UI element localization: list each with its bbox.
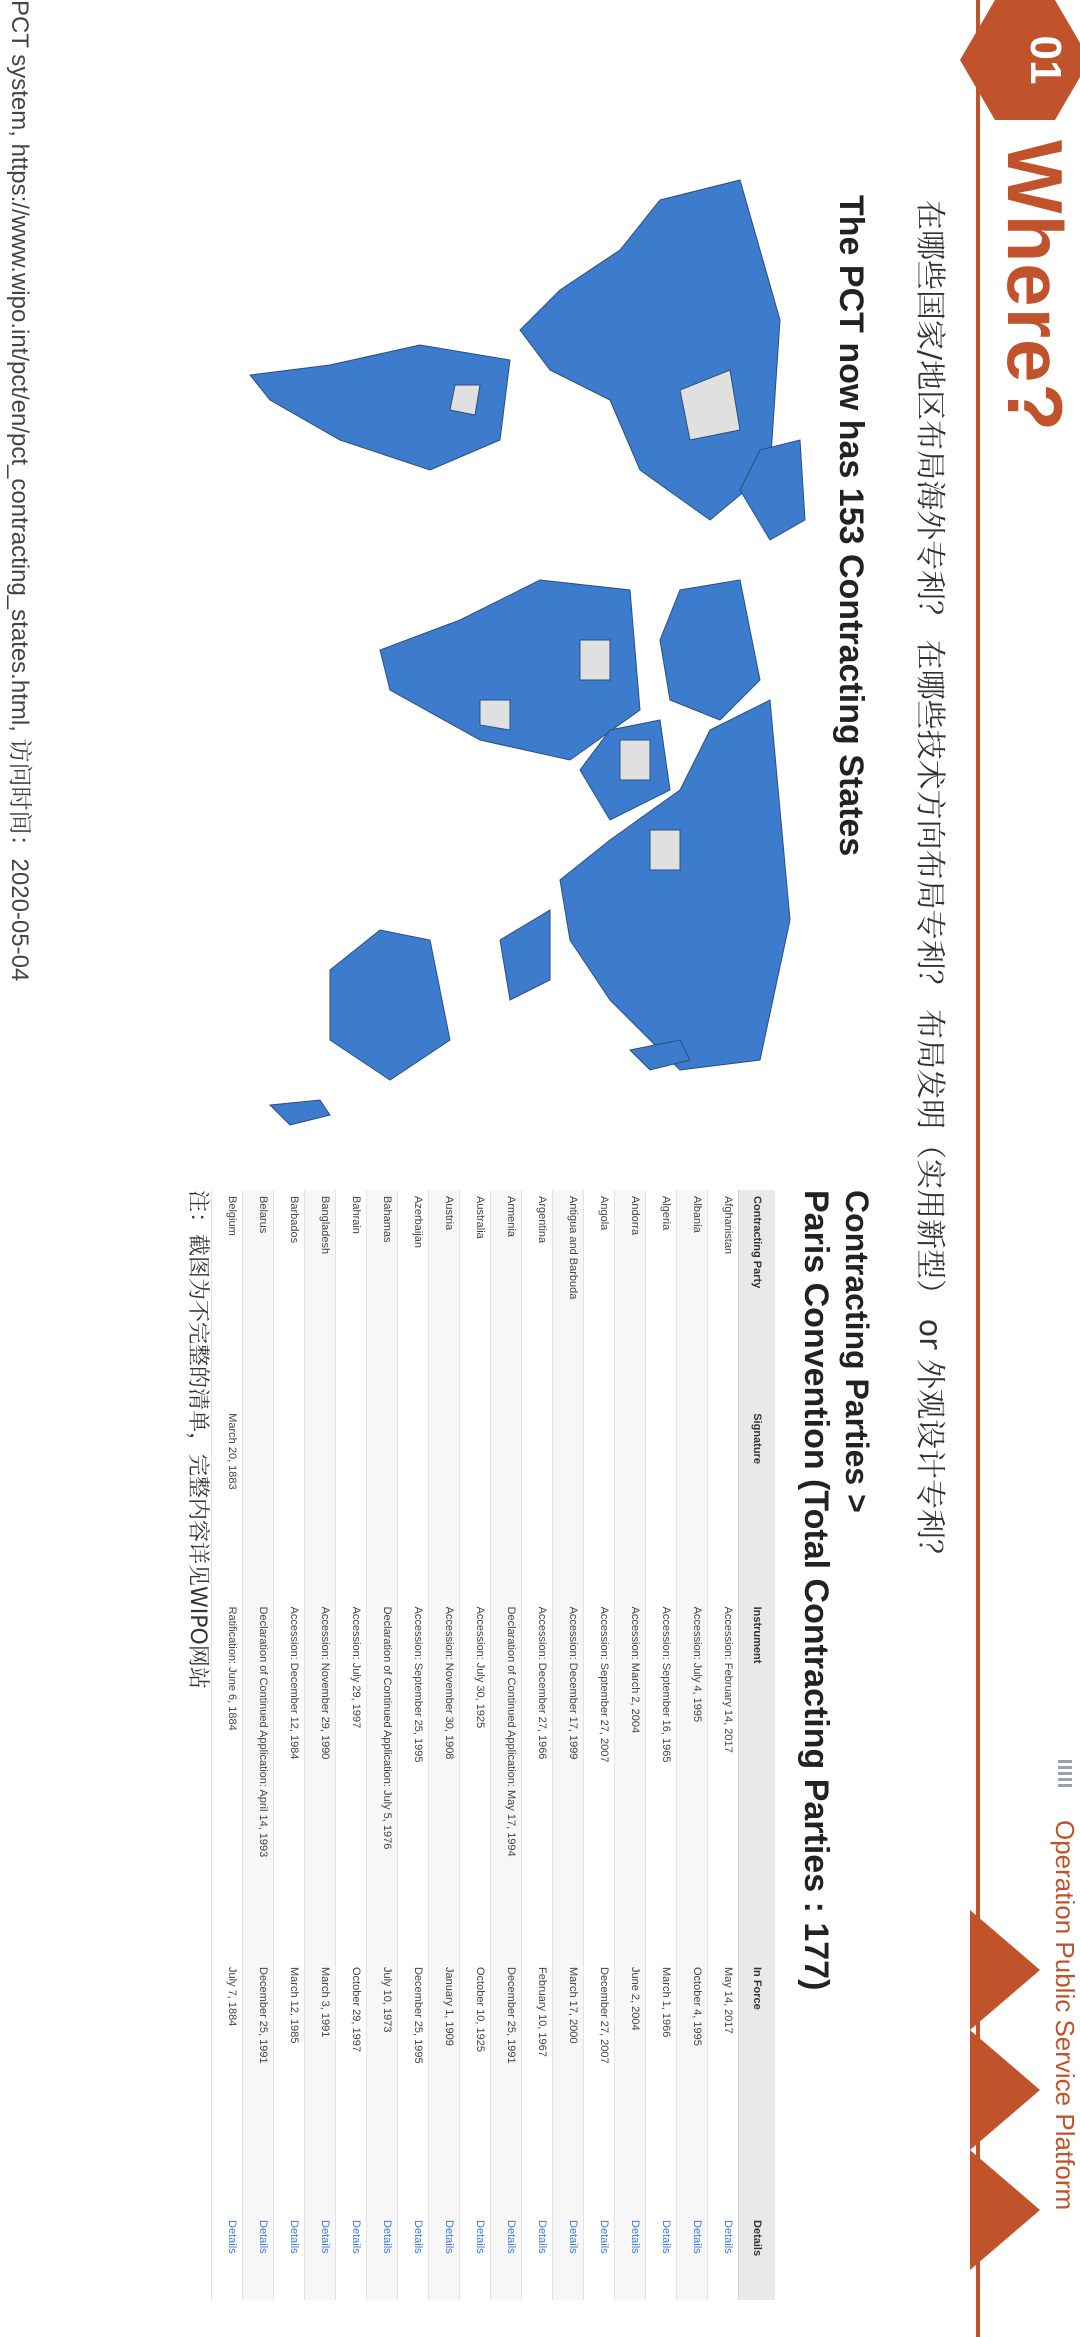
- brand-grip-icon: [1058, 1760, 1072, 1804]
- table-cell-signature: [615, 1407, 646, 1600]
- table-cell-in-force: October 4, 1995: [677, 1961, 708, 2214]
- table-cell-in-force: December 25, 1991: [491, 1961, 522, 2214]
- table-cell-party: Antigua and Barbuda: [553, 1190, 584, 1407]
- table-cell-instrument: Accession: July 30, 1925: [460, 1601, 491, 1961]
- table-cell-instrument: Accession: July 29, 1997: [336, 1601, 367, 1961]
- table-cell-instrument: Accession: September 27, 2007: [584, 1601, 615, 1961]
- table-cell-party: Andorra: [615, 1190, 646, 1407]
- table-cell-in-force: December 27, 2007: [584, 1961, 615, 2214]
- details-link[interactable]: Details: [274, 2214, 305, 2300]
- question-text: 在哪些国家/地区布局海外专利？ 在哪些技术方向布局专利？ 布局发明（实用新型） or 外观设计专利？: [912, 200, 947, 1569]
- table-panel: [95, 1190, 875, 2310]
- column-header: Instrument: [739, 1601, 776, 1961]
- table-cell-instrument: Declaration of Continued Application: May 17, 1994: [491, 1601, 522, 1961]
- map-africa-grey-1: [580, 640, 610, 680]
- table-cell-instrument: Accession: November 29, 1990: [305, 1601, 336, 1961]
- table-cell-signature: [584, 1407, 615, 1600]
- details-link[interactable]: Details: [460, 2214, 491, 2300]
- table-cell-signature: [677, 1407, 708, 1600]
- table-cell-signature: March 20, 1883: [212, 1407, 243, 1600]
- table-cell-party: Albania: [677, 1190, 708, 1407]
- table-cell-signature: [708, 1407, 739, 1600]
- table-cell-in-force: June 2, 2004: [615, 1961, 646, 2214]
- column-header: Signature: [739, 1407, 776, 1600]
- column-header: Details: [739, 2214, 776, 2300]
- table-cell-signature: [553, 1407, 584, 1600]
- table-cell-signature: [305, 1407, 336, 1600]
- table-cell-in-force: December 25, 1991: [243, 1961, 274, 2214]
- table-cell-in-force: July 7, 1884: [212, 1961, 243, 2214]
- details-link[interactable]: Details: [367, 2214, 398, 2300]
- table-cell-in-force: May 14, 2017: [708, 1961, 739, 2214]
- table-cell-in-force: March 3, 1991: [305, 1961, 336, 2214]
- map-north-america: [520, 180, 780, 520]
- table-cell-signature: [460, 1407, 491, 1600]
- map-panel: [80, 130, 880, 1160]
- table-cell-party: Austria: [429, 1190, 460, 1407]
- details-link[interactable]: Details: [522, 2214, 553, 2300]
- table-cell-in-force: July 10, 1973: [367, 1961, 398, 2214]
- table-cell-instrument: Accession: December 17, 1999: [553, 1601, 584, 1961]
- table-row: [553, 1190, 584, 2300]
- table-cell-in-force: March 17, 2000: [553, 1961, 584, 2214]
- badge-number: 01: [1021, 35, 1070, 85]
- table-cell-signature: [336, 1407, 367, 1600]
- table-cell-signature: [367, 1407, 398, 1600]
- page-title: Where?: [991, 140, 1079, 433]
- table-cell-party: Bangladesh: [305, 1190, 336, 1407]
- details-link[interactable]: Details: [429, 2214, 460, 2300]
- table-heading-title: Paris Convention (Total Contracting Parties : 177): [797, 1190, 835, 1991]
- table-row: [212, 1190, 243, 2300]
- table-row: [243, 1190, 274, 2300]
- details-link[interactable]: Details: [553, 2214, 584, 2300]
- details-link[interactable]: Details: [491, 2214, 522, 2300]
- table-row: [522, 1190, 553, 2300]
- table-row: [460, 1190, 491, 2300]
- table-cell-signature: [243, 1407, 274, 1600]
- table-cell-party: Belgium: [212, 1190, 243, 1407]
- map-south-america-grey: [450, 385, 480, 415]
- details-link[interactable]: Details: [305, 2214, 336, 2300]
- table-cell-in-force: March 1, 1966: [646, 1961, 677, 2214]
- map-title: The PCT now has 153 Contracting States: [832, 195, 870, 857]
- table-cell-instrument: Declaration of Continued Application: April 14, 1993: [243, 1601, 274, 1961]
- table-cell-instrument: Ratification: June 6, 1884: [212, 1601, 243, 1961]
- map-europe: [660, 580, 760, 720]
- table-row: [274, 1190, 305, 2300]
- table-row: [398, 1190, 429, 2300]
- map-new-zealand: [270, 1100, 330, 1125]
- table-cell-party: Afghanistan: [708, 1190, 739, 1407]
- table-row: [429, 1190, 460, 2300]
- table-cell-instrument: Accession: November 30, 1908: [429, 1601, 460, 1961]
- table-cell-signature: [398, 1407, 429, 1600]
- table-cell-party: Australia: [460, 1190, 491, 1407]
- details-link[interactable]: Details: [212, 2214, 243, 2300]
- details-link[interactable]: Details: [615, 2214, 646, 2300]
- table-row: [677, 1190, 708, 2300]
- table-cell-signature: [491, 1407, 522, 1600]
- details-link[interactable]: Details: [243, 2214, 274, 2300]
- table-cell-instrument: Accession: September 25, 1995: [398, 1601, 429, 1961]
- table-row: [491, 1190, 522, 2300]
- table-row: [305, 1190, 336, 2300]
- details-link[interactable]: Details: [336, 2214, 367, 2300]
- details-link[interactable]: Details: [677, 2214, 708, 2300]
- table-cell-instrument: Accession: December 27, 1966: [522, 1601, 553, 1961]
- table-cell-instrument: Accession: December 12, 1984: [274, 1601, 305, 1961]
- details-link[interactable]: Details: [708, 2214, 739, 2300]
- table-cell-party: Barbados: [274, 1190, 305, 1407]
- table-cell-party: Belarus: [243, 1190, 274, 1407]
- table-cell-instrument: Accession: September 16, 1965: [646, 1601, 677, 1961]
- map-australia: [330, 930, 450, 1080]
- table-cell-instrument: Accession: July 4, 1995: [677, 1601, 708, 1961]
- world-map: [90, 140, 810, 1150]
- table-row: [646, 1190, 677, 2300]
- table-cell-party: Bahamas: [367, 1190, 398, 1407]
- table-note: 注：截图为不完整的清单，完整内容详见WIPO网站: [185, 1190, 210, 1689]
- details-link[interactable]: Details: [646, 2214, 677, 2300]
- column-header: In Force: [739, 1961, 776, 2214]
- decorative-chevrons-icon: [970, 1880, 1080, 2337]
- table-cell-party: Angola: [584, 1190, 615, 1407]
- table-cell-party: Armenia: [491, 1190, 522, 1407]
- table-header-row: [739, 1190, 776, 2300]
- table-cell-in-force: December 25, 1995: [398, 1961, 429, 2214]
- table-cell-party: Bahrain: [336, 1190, 367, 1407]
- table-cell-instrument: Declaration of Continued Application: July 5, 1976: [367, 1601, 398, 1961]
- table-cell-party: Algeria: [646, 1190, 677, 1407]
- table-cell-party: Azerbaijan: [398, 1190, 429, 1407]
- table-cell-in-force: March 12, 1985: [274, 1961, 305, 2214]
- details-link[interactable]: Details: [398, 2214, 429, 2300]
- table-cell-signature: [522, 1407, 553, 1600]
- footer-source: PCT system, https://www.wipo.int/pct/en/pct_contracting_states.html, 访问时间：2020-05-04: [6, 0, 33, 982]
- table-cell-in-force: October 29, 1997: [336, 1961, 367, 2214]
- table-cell-party: Argentina: [522, 1190, 553, 1407]
- brand-text: Operation Public Service Platform: [1050, 1820, 1080, 2211]
- map-middle-east-grey: [620, 740, 650, 780]
- table-cell-instrument: Accession: February 14, 2017: [708, 1601, 739, 1961]
- table-cell-signature: [429, 1407, 460, 1600]
- table-row: [584, 1190, 615, 2300]
- table-cell-in-force: February 10, 1967: [522, 1961, 553, 2214]
- map-se-asia: [500, 910, 550, 1000]
- map-africa-grey-2: [480, 700, 510, 730]
- table-row: [708, 1190, 739, 2300]
- details-link[interactable]: Details: [584, 2214, 615, 2300]
- map-asia-grey: [650, 830, 680, 870]
- table-cell-signature: [274, 1407, 305, 1600]
- table-row: [336, 1190, 367, 2300]
- contracting-parties-table: [211, 1190, 775, 2300]
- table-cell-in-force: October 10, 1925: [460, 1961, 491, 2214]
- map-landmasses: [250, 180, 805, 1125]
- table-row: [615, 1190, 646, 2300]
- table-cell-instrument: Accession: March 2, 2004: [615, 1601, 646, 1961]
- column-header: Contracting Party: [739, 1190, 776, 1407]
- table-cell-signature: [646, 1407, 677, 1600]
- table-heading-breadcrumb: Contracting Parties >: [839, 1190, 875, 1513]
- table-cell-in-force: January 1, 1909: [429, 1961, 460, 2214]
- table-row: [367, 1190, 398, 2300]
